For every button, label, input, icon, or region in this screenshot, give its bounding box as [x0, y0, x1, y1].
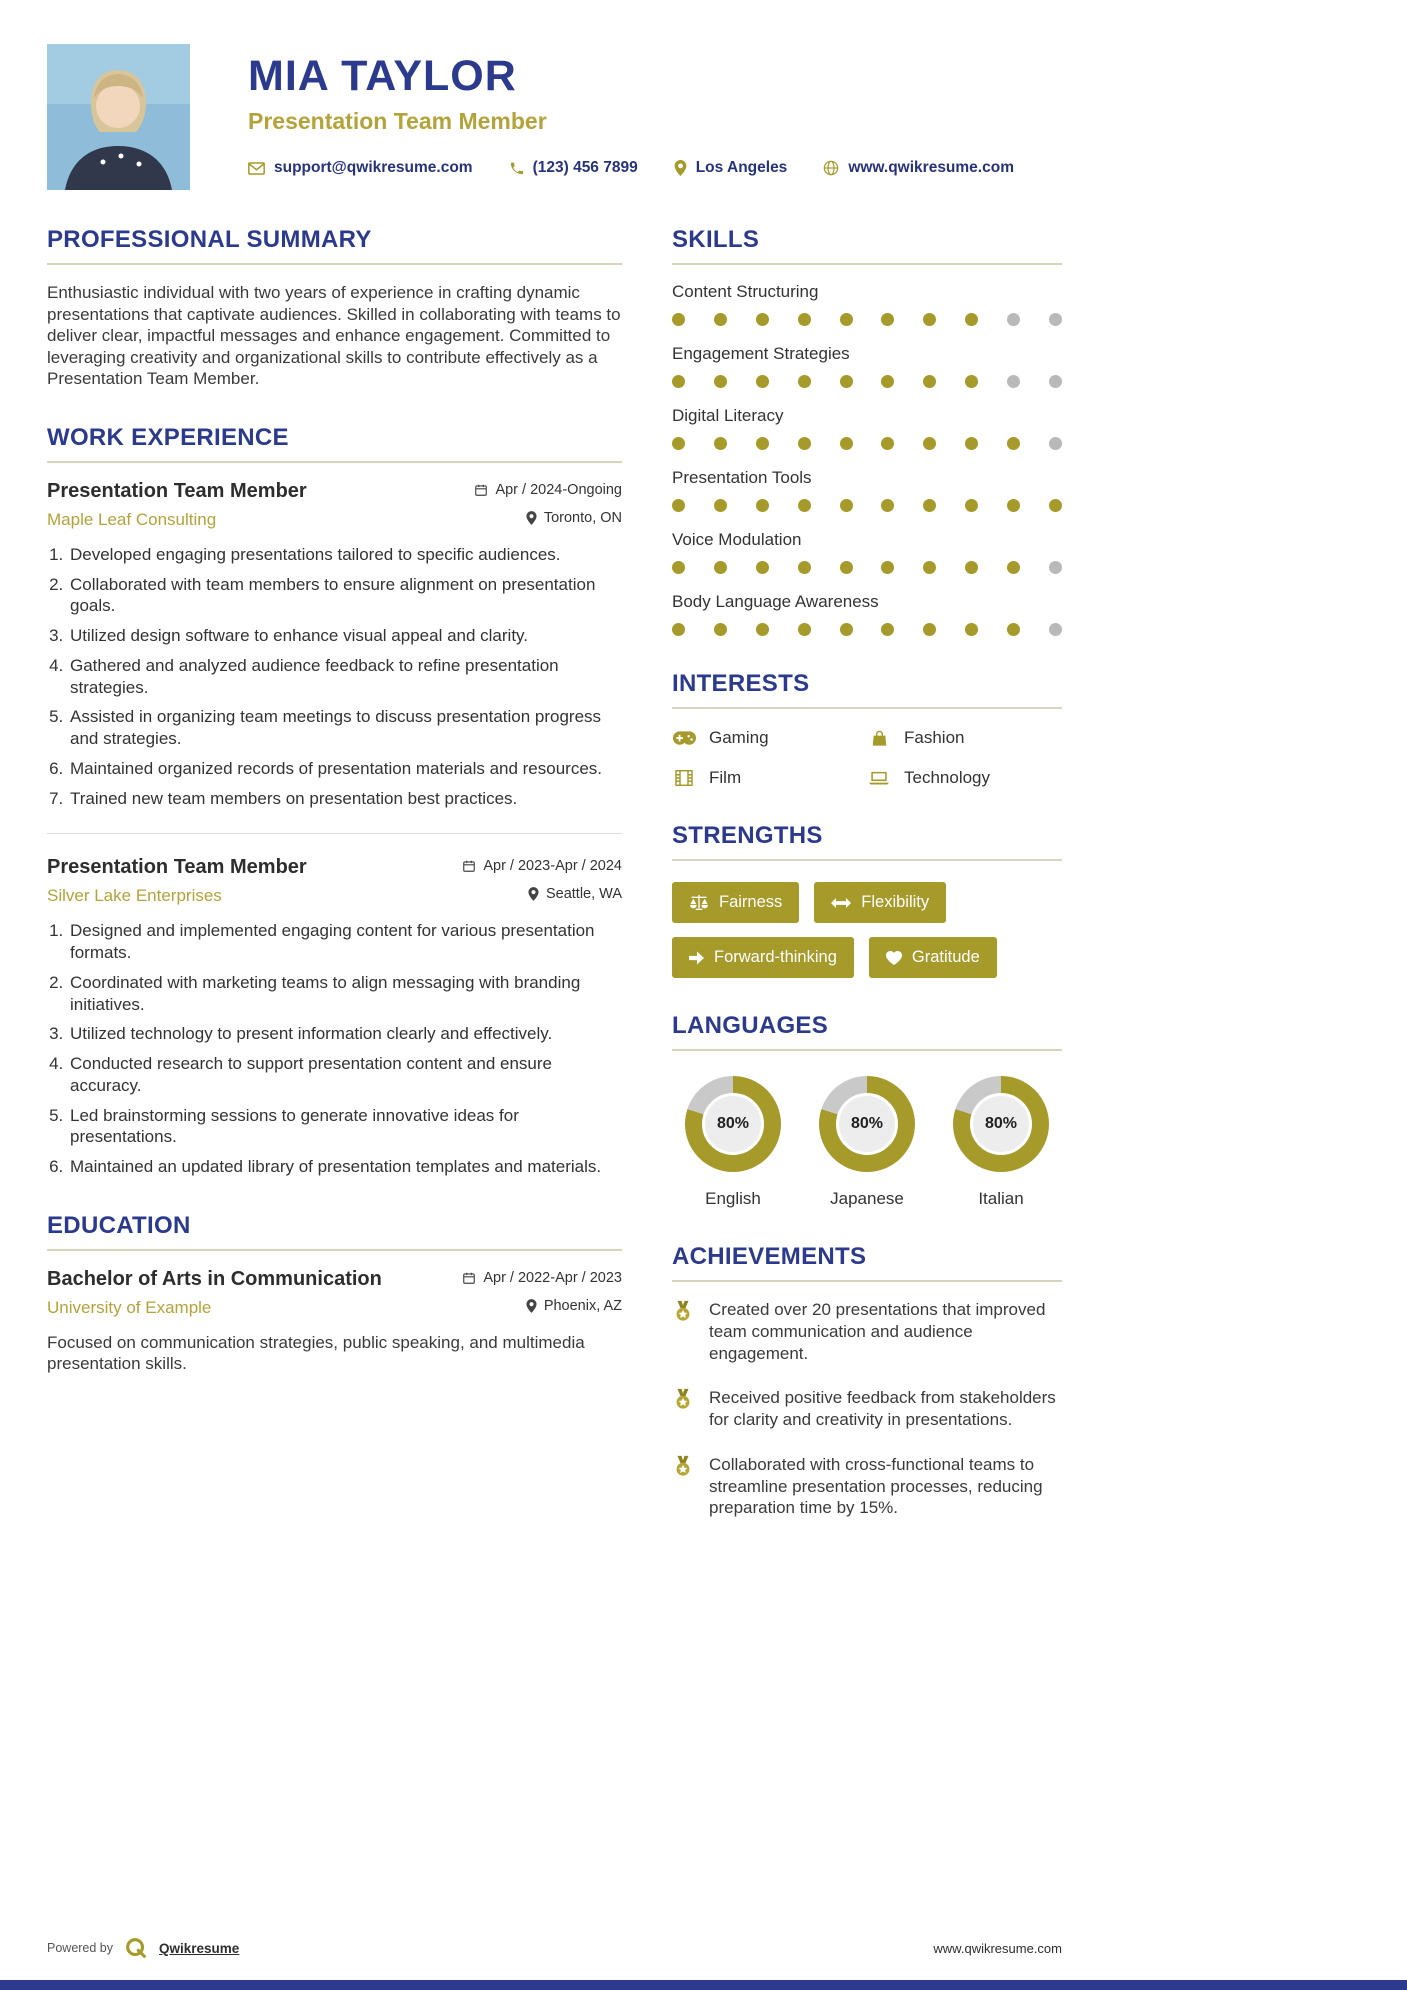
interest-label: Technology [904, 768, 991, 787]
job-bullet: 5. Led brainstorming sessions to generate innovative ideas for presentations. [68, 1105, 622, 1149]
skill-dots [672, 623, 1062, 636]
job-bullet: 7. Trained new team members on presentation best practices. [68, 788, 622, 810]
strength-label: Forward-thinking [714, 948, 837, 966]
language-percent: 80% [970, 1093, 1032, 1155]
achievement-item [672, 1387, 1062, 1431]
contact-phone[interactable] [509, 159, 638, 177]
right-column [672, 226, 1062, 1553]
film-icon [672, 770, 696, 786]
language-name: English [705, 1189, 761, 1208]
strengths-heading: STRENGTHS [672, 822, 1062, 861]
summary-section [47, 226, 622, 390]
education-description: Focused on communication strategies, public speaking, and multimedia presentation skills. [47, 1332, 585, 1374]
language-donut [685, 1076, 781, 1172]
language-percent: 80% [836, 1093, 898, 1155]
skill-name: Voice Modulation [672, 530, 802, 549]
job-dates: Apr / 2024-Ongoing [474, 482, 622, 498]
bag-icon [867, 730, 891, 747]
globe-icon [823, 160, 839, 176]
footer [47, 1936, 1062, 1960]
qwikresume-logo-icon [124, 1936, 148, 1960]
job-title: Presentation Team Member [47, 856, 307, 879]
strength-label: Gratitude [911, 948, 980, 966]
interest-item [867, 728, 1062, 748]
achievements-section [672, 1243, 1062, 1519]
job-bullet: 1. Designed and implemented engaging content for various presentation formats. [68, 920, 622, 964]
calendar-icon [462, 859, 476, 873]
work-heading: WORK EXPERIENCE [47, 424, 622, 463]
award-icon [672, 1388, 694, 1431]
skill-name: Digital Literacy [672, 406, 784, 425]
job-bullet: 3. Utilized design software to enhance visual appeal and clarity. [68, 625, 622, 647]
skill-dots [672, 375, 1062, 388]
skills-heading: SKILLS [672, 226, 1062, 265]
pin-icon [528, 887, 539, 901]
job-bullet: 1. Developed engaging presentations tailored to specific audiences. [68, 544, 622, 566]
education-dates: Apr / 2022-Apr / 2023 [462, 1270, 622, 1286]
phone-icon [509, 161, 524, 176]
strength-badge [869, 937, 997, 978]
job-bullet-list [68, 920, 622, 1178]
job-title: Presentation Team Member [47, 479, 307, 502]
education-heading: EDUCATION [47, 1212, 622, 1251]
skill-name: Body Language Awareness [672, 592, 879, 611]
language-donut [953, 1076, 1049, 1172]
qwikresume-brand-link[interactable]: Qwikresume [159, 1940, 240, 1956]
achievement-item [672, 1299, 1062, 1364]
footer-website[interactable]: www.qwikresume.com [933, 1940, 1062, 1956]
skill-item [672, 344, 1062, 388]
language-name: Italian [978, 1189, 1024, 1208]
strength-badge [672, 937, 854, 978]
envelope-icon [248, 162, 265, 175]
language-item [942, 1076, 1060, 1209]
job-bullet: 6. Maintained organized records of presentation materials and resources. [68, 758, 622, 780]
skill-dots [672, 313, 1062, 326]
candidate-title: Presentation Team Member [248, 108, 547, 134]
achievement-text: Received positive feedback from stakeholders for clarity and creativity in presentations. [709, 1388, 1056, 1429]
achievements-heading: ACHIEVEMENTS [672, 1243, 1062, 1282]
interest-item [672, 728, 867, 748]
skill-dots [672, 499, 1062, 512]
bottom-accent-bar [0, 1980, 1407, 1990]
skill-item [672, 592, 1062, 636]
education-section [47, 1212, 622, 1375]
job-entry [47, 480, 622, 810]
job-bullet: 5. Assisted in organizing team meetings to discuss presentation progress and strategies. [68, 706, 622, 750]
award-icon [672, 1300, 694, 1364]
interests-heading: INTERESTS [672, 670, 1062, 709]
strengths-section [672, 822, 1062, 978]
job-bullet: 3. Utilized technology to present information clearly and effectively. [68, 1023, 622, 1045]
achievement-text: Created over 20 presentations that improved team communication and audience engagement. [709, 1300, 1046, 1363]
gamepad-icon [672, 731, 696, 746]
language-item [674, 1076, 792, 1209]
interest-item [672, 768, 867, 788]
languages-section [672, 1012, 1062, 1209]
contact-row [248, 159, 1014, 177]
header-info [248, 44, 1014, 177]
powered-by [47, 1936, 239, 1960]
achievement-item [672, 1454, 1062, 1519]
contact-website[interactable] [823, 159, 1014, 177]
job-location: Toronto, ON [526, 510, 622, 526]
job-company: Silver Lake Enterprises [47, 886, 222, 906]
strength-label: Flexibility [861, 893, 930, 911]
interests-section [672, 670, 1062, 788]
strength-label: Fairness [719, 893, 783, 911]
contact-email-text[interactable]: support@qwikresume.com [274, 159, 473, 176]
strength-badge [672, 882, 799, 923]
left-column [47, 226, 622, 1553]
interests-grid [672, 726, 1062, 788]
job-bullet-list [68, 544, 622, 810]
arrow-right-icon [689, 951, 704, 965]
skill-dots [672, 437, 1062, 450]
skills-section [672, 226, 1062, 636]
job-bullet: 4. Conducted research to support presentation content and ensure accuracy. [68, 1053, 622, 1097]
job-bullet: 4. Gathered and analyzed audience feedback to refine presentation strategies. [68, 655, 622, 699]
job-bullet: 2. Collaborated with team members to ensure alignment on presentation goals. [68, 574, 622, 618]
contact-location [674, 159, 788, 177]
skill-name: Presentation Tools [672, 468, 812, 487]
contact-location-text: Los Angeles [695, 159, 788, 176]
contact-email[interactable] [248, 159, 473, 177]
interest-label: Fashion [904, 728, 965, 747]
powered-by-label: Powered by [47, 1941, 114, 1955]
summary-text: Enthusiastic individual with two years of experience in crafting dynamic presentations that captivate audiences. Skilled in collaborating with teams to deliver clear, impactful messages and enhance engagement. Committed to leveraging creativity and organizational skills to contribute effectively as a Presentation Team Member. [47, 283, 621, 389]
job-bullet: 2. Coordinated with marketing teams to align messaging with branding initiatives. [68, 972, 622, 1016]
header [47, 44, 1112, 190]
language-item [808, 1076, 926, 1209]
job-location: Seattle, WA [528, 886, 622, 902]
skill-dots [672, 561, 1062, 574]
pin-icon [526, 1299, 537, 1313]
candidate-name: MIA TAYLOR [248, 52, 517, 100]
languages-row [672, 1068, 1062, 1209]
languages-heading: LANGUAGES [672, 1012, 1062, 1051]
work-section [47, 424, 622, 1178]
interest-label: Gaming [709, 728, 769, 747]
education-location: Phoenix, AZ [526, 1298, 622, 1314]
heart-icon [886, 951, 902, 965]
strength-badge [814, 882, 946, 923]
calendar-icon [462, 1271, 476, 1285]
job-dates: Apr / 2023-Apr / 2024 [462, 858, 622, 874]
scale-icon [689, 894, 709, 911]
strengths-badges [672, 878, 1062, 978]
education-degree: Bachelor of Arts in Communication [47, 1267, 382, 1290]
skill-item [672, 530, 1062, 574]
job-bullet: 6. Maintained an updated library of presentation templates and materials. [68, 1156, 622, 1178]
language-donut [819, 1076, 915, 1172]
double-arrow-icon [831, 897, 851, 909]
skill-name: Engagement Strategies [672, 344, 850, 363]
language-percent: 80% [702, 1093, 764, 1155]
profile-photo [47, 44, 190, 190]
calendar-icon [474, 483, 488, 497]
profile-photo-placeholder [47, 44, 190, 190]
job-entry [47, 833, 622, 1178]
contact-phone-text: (123) 456 7899 [532, 159, 638, 176]
skill-item [672, 468, 1062, 512]
interest-label: Film [709, 768, 742, 787]
achievement-text: Collaborated with cross-functional teams to streamline presentation processes, reducing preparation time by 15%. [709, 1454, 1043, 1518]
language-name: Japanese [830, 1189, 904, 1208]
pin-icon [526, 511, 537, 525]
skill-item [672, 282, 1062, 326]
job-company: Maple Leaf Consulting [47, 509, 217, 529]
content-columns [47, 226, 1112, 1553]
education-school: University of Example [47, 1297, 212, 1317]
laptop-icon [867, 770, 891, 786]
award-icon [672, 1455, 694, 1519]
contact-website-text[interactable]: www.qwikresume.com [848, 159, 1014, 176]
summary-heading: PROFESSIONAL SUMMARY [47, 226, 622, 265]
skill-item [672, 406, 1062, 450]
interest-item [867, 768, 1062, 788]
skill-name: Content Structuring [672, 282, 819, 301]
pin-icon [674, 160, 687, 176]
